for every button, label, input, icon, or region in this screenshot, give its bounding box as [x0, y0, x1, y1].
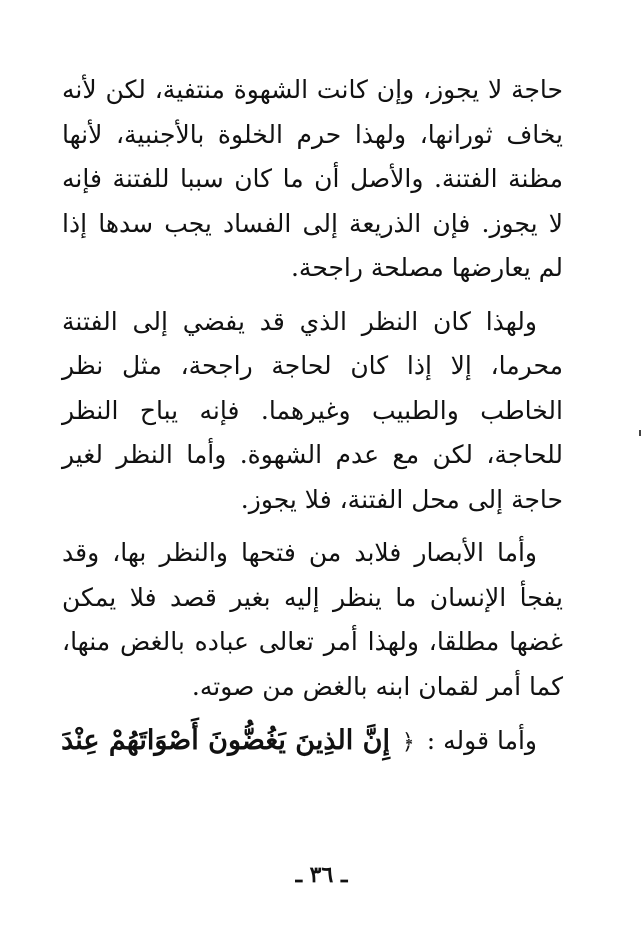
- text-line: مطلقا، ولهذا أمر تعالى عباده بالغض منها، كما أمر: [62, 627, 563, 701]
- text-line: الإنسان ما ينظر إليه بغير قصد فلا يمكن غضها: [62, 582, 563, 656]
- ornate-bracket-icon: ﴿: [401, 730, 415, 755]
- paragraph-3: [62, 531, 563, 709]
- text-line: إلا إذا كان لحاجة راجحة، مثل نظر الخاطب والطبيب: [62, 351, 563, 425]
- page-number: ـ ٣٦ ـ: [295, 862, 348, 888]
- scan-artifact: [639, 430, 641, 436]
- quran-verse-line: [62, 719, 563, 766]
- text-line: يجوز.: [240, 484, 297, 514]
- text-line: مصلحة راجحة.: [290, 253, 444, 282]
- text-line: الفتنة. والأصل أن ما كان سببا للفتنة فإنه لا يجوز.: [62, 164, 563, 238]
- text-line: لقمان ابنه بالغض من صوته.: [191, 671, 479, 701]
- text-line: وأما الأبصار فلابد من فتحها والنظر بها، وقد يفجأ: [62, 538, 563, 612]
- text-line: فإن الذريعة إلى الفساد يجب سدها إذا لم يعارضها: [62, 208, 563, 282]
- verse-intro: وأما قوله :: [426, 726, 537, 755]
- text-line: الشهوة. وأما النظر لغير حاجة إلى محل الفتنة، فلا: [62, 440, 563, 514]
- text-line: ولهذا كان النظر الذي قد يفضي إلى الفتنة محرما،: [62, 306, 564, 380]
- text-line: حاجة لا يجوز، وإن كانت الشهوة منتفية، لكن لأنه: [62, 75, 563, 104]
- paragraph-1: [62, 68, 563, 291]
- paragraph-2: [62, 300, 563, 523]
- quran-text: إِنَّ الذِينَ يَغُضُّونَ أَصْوَاتَهُمْ عِنْدَ: [61, 725, 390, 756]
- text-line: وغيرهما. فإنه يباح النظر للحاجة، لكن مع عدم: [62, 395, 563, 469]
- page-body: [62, 68, 563, 766]
- text-line: يخاف ثورانها، ولهذا حرم الخلوة بالأجنبية، لأنها مظنة: [62, 119, 563, 193]
